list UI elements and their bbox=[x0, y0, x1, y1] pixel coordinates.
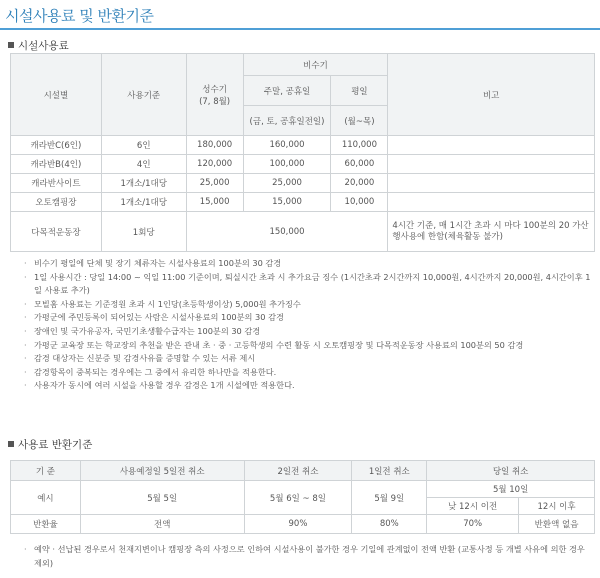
header-usage-standard: 사용기준 bbox=[101, 54, 186, 136]
table-row: 오토캠핑장 1개소/1대당 15,000 15,000 10,000 bbox=[11, 193, 595, 212]
refund-table: 기 준 사용예정일 5일전 취소 2일전 취소 1일전 취소 당일 취소 예시 5월 5일 5월 6일 ~ 8일 5월 9일 5월 10일 낮 12시 이전 12시 이후 반환율 전액 90% 80% 70% 반환액 없음 bbox=[10, 460, 595, 534]
header-peak-season: 성수기 (7, 8월) bbox=[186, 54, 243, 136]
header-weekday: 평일 bbox=[331, 76, 388, 106]
table-row: 캐라반B(4인) 4인 120,000 100,000 60,000 bbox=[11, 155, 595, 174]
header-1day: 1일전 취소 bbox=[352, 461, 427, 481]
header-weekend-sub: (금, 토, 공휴일전일) bbox=[243, 106, 331, 136]
table-row: 캐라반사이트 1개소/1대당 25,000 25,000 20,000 bbox=[11, 174, 595, 193]
header-weekend: 주말, 공휴일 bbox=[243, 76, 331, 106]
bullet-square-icon bbox=[8, 441, 14, 447]
header-weekday-sub: (월~목) bbox=[331, 106, 388, 136]
remarks-cell: 4시간 기준, 매 1시간 초과 시 마다 100분의 20 가산 행사용에 한함(체육활동 불가) bbox=[388, 212, 595, 252]
list-item: · 장애인 및 국가유공자, 국민기초생활수급자는 100분의 30 감경 bbox=[24, 325, 261, 336]
fee-notes bbox=[24, 257, 594, 393]
section-heading-refund: 사용료 반환기준 bbox=[8, 437, 92, 452]
header-2days: 2일전 취소 bbox=[244, 461, 352, 481]
page-title: 시설사용료 및 반환기준 bbox=[5, 7, 154, 25]
fee-table bbox=[10, 53, 595, 252]
header-off-season: 비수기 bbox=[243, 54, 388, 76]
header-same-day: 당일 취소 bbox=[427, 461, 595, 481]
list-item: · 1일 사용시간 : 당일 14:00 ~ 익일 11:00 기준이며, 퇴실시간 초과 시 추가요금 징수 (1시간초과 2시간까지 10,000원, 4시간까지 20,000원, 4시간이후 1일 사용료 추가) bbox=[24, 271, 591, 296]
table-row: 반환율 전액 90% 80% 70% 반환액 없음 bbox=[11, 515, 595, 534]
table-row: 다목적운동장 1회당 150,000 4시간 기준, 매 1시간 초과 시 마다 100분의 20 가산 행사용에 한함(체육활동 불가) bbox=[11, 212, 595, 252]
section-heading-fees: 시설사용료 bbox=[8, 38, 69, 53]
list-item: · 비수기 평일에 단체 및 장기 체류자는 시설사용료의 100분의 30 감경 bbox=[24, 258, 282, 268]
list-item: · 감경 대상자는 신분증 및 감경사유를 증명할 수 있는 서류 제시 bbox=[24, 353, 256, 364]
header-5days: 사용예정일 5일전 취소 bbox=[80, 461, 244, 481]
list-item: · 감경항목이 중복되는 경우에는 그 중에서 유리한 하나만을 적용한다. bbox=[24, 366, 277, 377]
table-row: 캐라반C(6인) 6인 180,000 160,000 110,000 bbox=[11, 136, 595, 155]
list-item: · 가평군 교육장 또는 학교장의 추천을 받은 관내 초 · 중 · 고등학생의 수련 활동 시 오토캠핑장 및 다목적운동장 사용료의 100분의 50 감경 bbox=[24, 339, 524, 350]
title-divider bbox=[0, 28, 600, 30]
list-item: · 모빌홈 사용료는 기준정원 초과 시 1인당(초등학생이상) 5,000원 추가징수 bbox=[24, 298, 301, 309]
header-remarks: 비고 bbox=[388, 54, 595, 136]
header-standard: 기 준 bbox=[11, 461, 81, 481]
list-item: · 가평군에 주민등록이 되어있는 사람은 시설사용료의 100분의 30 감경 bbox=[24, 312, 284, 323]
bullet-square-icon bbox=[8, 42, 14, 48]
header-facility: 시설별 bbox=[11, 54, 102, 136]
refund-notes bbox=[24, 543, 594, 570]
list-item: · 예약 · 선납된 경우로서 천재지변이나 캠핑장 측의 사정으로 인하여 시설사용이 불가한 경우 기일에 관계없이 전액 반환 (교통사정 등 개별 사유에 의한 경우 제외) bbox=[24, 544, 585, 568]
list-item: · 사용자가 동시에 여러 시설을 사용할 경우 감경은 1개 시설에만 적용한다. bbox=[24, 380, 295, 391]
